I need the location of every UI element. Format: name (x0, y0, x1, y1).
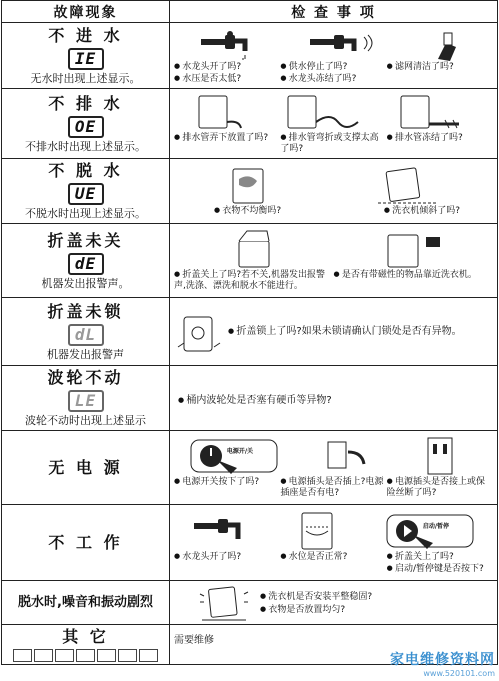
check-item: ● 桶内波轮处是否塞有硬币等异物? (174, 391, 493, 406)
error-code-display: UE (68, 183, 104, 205)
symptom-cell (2, 298, 170, 366)
check-item: ● 水龙头冻结了吗? (280, 73, 383, 85)
symptom-desc: 无水时出现上述显示。 (30, 71, 141, 85)
check-cell (170, 89, 498, 159)
table-row (2, 298, 498, 366)
symptom-desc: 波轮不动时出现上述显示 (25, 414, 146, 427)
unbalanced-load-icon (219, 165, 279, 205)
check-item: ● 电源插头是否插上?电源插座是否有电? (280, 476, 383, 499)
check-item: 需要维修 (174, 635, 214, 646)
table-row (2, 366, 498, 431)
error-code-display: dL (68, 324, 104, 346)
faucet-icon (199, 31, 259, 61)
washer-drain-icon (191, 92, 251, 132)
symptom-title: 不 进 水 (48, 25, 123, 45)
check-item: ● 衣物不均衡吗? (214, 205, 336, 217)
symptom-desc: 机器发出报警声 (47, 347, 124, 361)
symptom-cell (2, 366, 170, 431)
symptom-cell (2, 224, 170, 298)
symptom-title: 脱水时,噪音和振动剧烈 (18, 594, 153, 610)
symptom-cell (2, 625, 170, 665)
lid-open-icon (219, 229, 289, 269)
check-item: ● 滤网清洁了吗? (387, 61, 490, 73)
check-item: ● 衣物是否放置均匀? (260, 603, 372, 616)
check-cell (170, 431, 498, 505)
power-plug-icon (308, 436, 378, 476)
symptom-desc: 机器发出报警声。 (41, 276, 130, 290)
watermark (390, 649, 495, 678)
check-cell (170, 298, 498, 366)
tilted-washer-icon (368, 165, 448, 205)
symptom-cell (2, 89, 170, 159)
symptom-desc: 不排水时出现上述显示。 (25, 139, 146, 153)
check-item: ● 是否有带磁性的物品靠近洗衣机。 (334, 269, 491, 281)
table-row (2, 581, 498, 625)
check-item: ● 排水管冻结了吗? (387, 132, 490, 144)
magnet-warning-icon (378, 229, 448, 269)
check-item: ● 水龙头开了吗? (174, 551, 277, 563)
table-row (2, 505, 498, 581)
check-item: ● 洗衣机是否安装平整稳固? (260, 590, 372, 603)
symptom-title: 无 电 源 (48, 457, 123, 477)
symptom-cell (2, 431, 170, 505)
check-item: ● 水位是否正常? (280, 551, 383, 563)
power-button-icon (189, 436, 279, 476)
water-level-icon (288, 511, 348, 551)
table-row (2, 89, 498, 159)
symptom-title: 波轮不动 (47, 368, 124, 387)
check-cell (170, 159, 498, 224)
check-item: ● 水龙头开了吗? (174, 61, 277, 73)
start-pause-label: 启动/暂停 (422, 522, 450, 530)
table-row (2, 23, 498, 89)
start-pause-button-icon (385, 511, 475, 551)
error-code-display: OE (68, 116, 104, 138)
watermark-text: 家电维修资料网 (390, 652, 495, 668)
symptom-cell (2, 581, 170, 625)
check-item: ● 折盖锁上了吗?如果未锁请确认门锁处是否有异物。 (228, 325, 462, 338)
symptom-title: 折盖未关 (47, 230, 124, 250)
check-cell (170, 581, 498, 625)
symptom-cell (2, 505, 170, 581)
table-row (2, 159, 498, 224)
washer-drain-icon (397, 92, 477, 132)
check-item: ● 折盖关上了吗?若不关,机器发出报警声,洗涤、漂洗和脱水不能进行。 (174, 269, 331, 292)
washer-drain-icon (284, 92, 364, 132)
symptom-title: 其 它 (62, 627, 109, 646)
check-item: ● 供水停止了吗? (280, 61, 383, 73)
check-cell (170, 366, 498, 431)
table-header-row (2, 1, 498, 23)
symptom-cell (2, 23, 170, 89)
faucet-icon (192, 511, 252, 551)
error-code-display: LE (68, 390, 104, 412)
check-cell (170, 23, 498, 89)
faucet-icon (308, 31, 378, 61)
check-cell (170, 505, 498, 581)
symptom-title: 不 脱 水 (48, 161, 123, 180)
table-row (2, 224, 498, 298)
check-item: ● 折盖关上了吗? (387, 551, 490, 563)
error-code-display: IE (68, 48, 104, 70)
troubleshooting-table (1, 0, 498, 665)
vibrating-washer-icon (194, 584, 254, 622)
check-item: ● 电源开关按下了吗? (174, 476, 277, 488)
header-checks: 检 查 事 项 (170, 1, 498, 23)
header-symptom: 故障现象 (2, 1, 170, 23)
check-item: ● 洗衣机倾斜了吗? (339, 205, 461, 217)
check-item: ● 水压是否太低? (174, 73, 277, 85)
door-lock-icon (174, 307, 222, 357)
check-item: ● 电源插头是否接上或保险丝断了吗? (387, 476, 490, 499)
symptom-title: 不 排 水 (48, 93, 123, 113)
fuse-box-icon (408, 436, 478, 476)
symptom-cell (2, 159, 170, 224)
power-button-label: 电源开/关 (226, 448, 254, 455)
symptom-title: 折盖未锁 (47, 301, 124, 321)
table-row (2, 431, 498, 505)
blank-display-boxes (4, 649, 167, 662)
check-item: ● 启动/暂停键是否按下? (387, 563, 490, 575)
symptom-title: 不 工 作 (48, 532, 123, 552)
symptom-desc: 不脱水时出现上述显示。 (25, 207, 146, 220)
filter-cleaning-icon (428, 31, 468, 61)
check-item: ● 排水管弄下放置了吗? (174, 132, 277, 144)
check-item: ● 排水管弯折或支撑太高了吗? (280, 132, 383, 155)
watermark-url: www.520101.com (423, 669, 495, 678)
check-cell (170, 224, 498, 298)
error-code-display: dE (68, 253, 104, 275)
